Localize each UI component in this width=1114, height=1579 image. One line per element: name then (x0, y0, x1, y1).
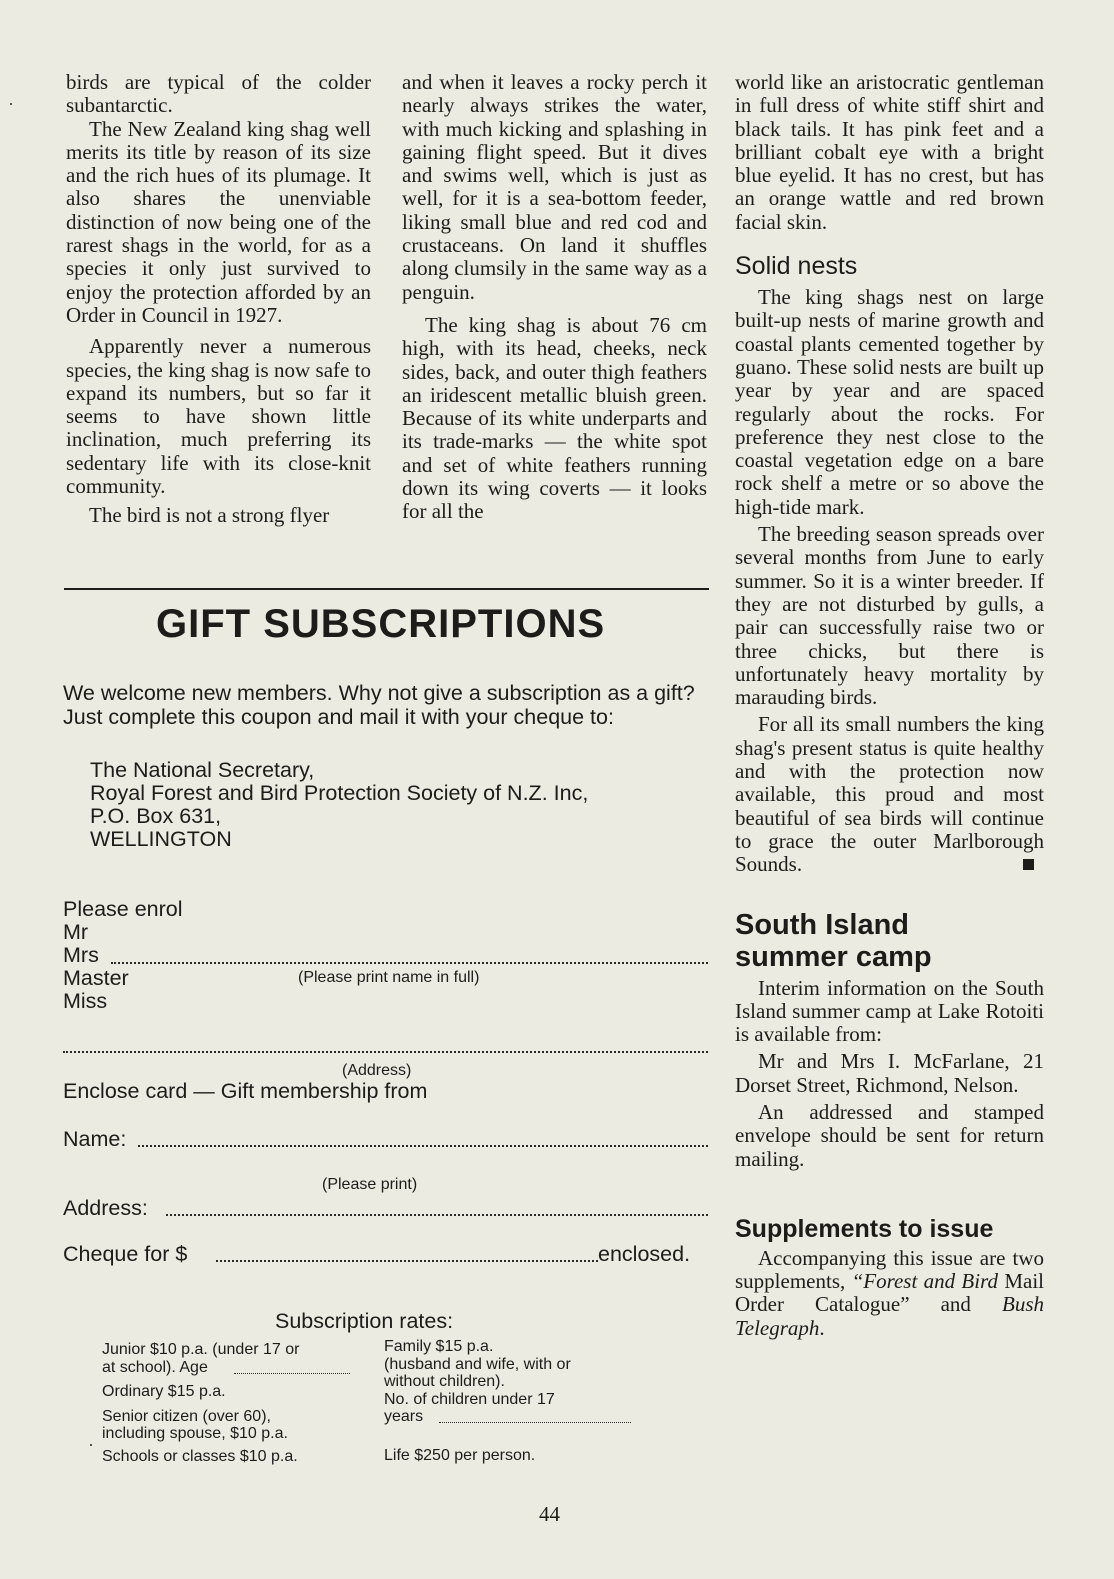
article-paragraph: and when it leaves a rocky perch it nearly always strikes the water, with much kicking and splashing in gaining flight speed. But it dives and swims well, which is just as well, for it is a sea-bottom feeder, liking small blue and red cod and crustaceans. On land it shuffles along clumsily in the same way as a penguin. (402, 70, 707, 304)
children-count-field[interactable] (439, 1422, 631, 1423)
article-paragraph (735, 713, 1044, 876)
cheque-label: Cheque for $ (63, 1242, 188, 1266)
rates-title: Subscription rates: (275, 1309, 454, 1333)
enclose-card-label: Enclose card — Gift membership from (63, 1079, 428, 1103)
section-heading-summer-camp (735, 909, 1044, 973)
member-name-field[interactable] (111, 962, 708, 964)
article-paragraph (735, 1247, 1044, 1340)
article-column-1 (66, 71, 371, 528)
article-paragraph: The bird is not a strong flyer (89, 503, 330, 528)
rate-item-age (102, 1359, 354, 1377)
giver-name-field[interactable] (138, 1145, 708, 1147)
please-enrol-label: Please enrol (63, 897, 183, 921)
rate-item: without children). (384, 1373, 505, 1390)
giver-address-field[interactable] (166, 1214, 708, 1216)
title-option-master[interactable]: Master (63, 966, 129, 990)
coupon-intro: We welcome new members. Why not give a subscription as a gift? Just complete this coupon and mail it with your cheque to: (63, 681, 695, 729)
rates-left-column (102, 1341, 354, 1465)
article-paragraph: Interim information on the South Island summer camp at Lake Rotoiti is available from: (735, 975, 1044, 1047)
rate-item: including spouse, $10 p.a. (102, 1425, 288, 1442)
publication-title: “Forest and Bird (851, 1269, 998, 1294)
address-hint: (Address) (342, 1062, 412, 1079)
section-heading-supplements: Supplements to issue (735, 1214, 994, 1243)
publication-title: Bush Telegraph (735, 1292, 1044, 1340)
scan-speck (90, 1444, 92, 1446)
end-mark-icon (1023, 859, 1034, 870)
article-paragraph: world like an aristocratic gentleman in full dress of white stiff shirt and black tails. It has pink feet and a brilliant cobalt eye with a bright blue eyelid. It has no crest, but has an orange wattle and red brown facial skin. (735, 70, 1044, 234)
article-paragraph: An addressed and stamped envelope should be sent for return mailing. (735, 1099, 1044, 1171)
article-paragraph: The breeding season spreads over several months from June to early summer. So it is a winter breeder. If they are not disturbed by gulls, a pair can successfully raise two or three chicks, but there is unfortunately heavy mortality by marauding birds. (735, 522, 1044, 710)
member-address-field[interactable] (63, 1051, 708, 1053)
rate-item: at school). Age (102, 1358, 208, 1376)
section-heading-solid-nests: Solid nests (735, 252, 858, 281)
address-line: P.O. Box 631, (90, 804, 222, 828)
please-print-hint: (Please print) (322, 1176, 418, 1193)
article-paragraph: The king shags nest on large built-up nests of marine growth and coastal plants cemented together by guano. These solid nests are built up year by year and are spaced regularly about the rocks. For preference they nest close to the coastal vegetation edge on a bare rock shelf a metre or so above the high-tide mark. (735, 285, 1044, 519)
title-option-mr[interactable]: Mr (63, 920, 89, 944)
heading-line: summer camp (735, 940, 932, 973)
enclosed-label: enclosed. (598, 1242, 691, 1266)
section-divider (64, 588, 709, 590)
address-label: Address: (63, 1196, 148, 1220)
address-line: Royal Forest and Bird Protection Society of N.Z. Inc, (90, 781, 589, 805)
rate-item: years (384, 1408, 424, 1425)
article-column-2 (402, 71, 707, 524)
page-number: 44 (539, 1502, 560, 1526)
address-line: WELLINGTON (90, 827, 232, 851)
rate-item: Schools or classes $10 p.a. (102, 1447, 298, 1465)
cheque-amount-field[interactable] (216, 1260, 598, 1262)
article-text: . (819, 1315, 825, 1340)
rate-item: Family $15 p.a. (384, 1338, 494, 1355)
age-field[interactable] (234, 1373, 350, 1374)
rate-item: Life $250 per person. (384, 1446, 536, 1464)
rate-item: Junior $10 p.a. (under 17 or (102, 1341, 300, 1358)
article-paragraph: Mr and Mrs I. McFarlane, 21 Dorset Street, Richmond, Nelson. (735, 1049, 1044, 1097)
article-paragraph: birds are typical of the colder subantarctic. (66, 70, 371, 118)
rate-item: No. of children under 17 (384, 1390, 555, 1408)
scan-speck (10, 103, 12, 105)
rates-right-column (384, 1338, 634, 1464)
name-label: Name: (63, 1127, 127, 1151)
rate-item: Senior citizen (over 60), (102, 1407, 271, 1425)
print-name-hint: (Please print name in full) (298, 969, 480, 986)
mailing-address (90, 759, 588, 851)
article-paragraph: Apparently never a numerous species, the king shag is now safe to expand its numbers, but so far it seems to have shown little inclination, much preferring its sedentary life with its close-knit community. (66, 334, 371, 499)
rate-item: Ordinary $15 p.a. (102, 1383, 226, 1400)
article-text: Accompanying this issue are two supplements, (735, 1245, 1044, 1294)
title-option-miss[interactable]: Miss (63, 989, 108, 1013)
article-paragraph: The New Zealand king shag well merits its title by reason of its size and the rich hues of its plumage. It also shares the unenviable distinction of now being one of the rarest shags in the world, for as a species it only just survived to enjoy the protection afforded by an Order in Council in 1927. (66, 116, 371, 327)
article-text: Mail Order Catalogue” and (735, 1269, 1044, 1317)
article-text: For all its small numbers the king shag's present status is quite healthy and with the protection now available, this proud and most beautiful of sea birds will continue to grace the outer Marlborough Sounds. (735, 712, 1044, 877)
article-paragraph: The king shag is about 76 cm high, with its head, cheeks, neck sides, back, and outer thigh feathers an iridescent metallic bluish green. Because of its white underparts and its trade-marks — the white spot and set of white feathers running down its wing coverts — it looks for all the (402, 312, 707, 524)
article-column-3 (735, 71, 1044, 1340)
rate-item-years (384, 1408, 634, 1426)
rate-item: (husband and wife, with or (384, 1355, 571, 1373)
address-line: The National Secretary, (90, 758, 315, 782)
heading-line: South Island (735, 908, 909, 941)
title-option-mrs[interactable]: Mrs (63, 943, 99, 967)
coupon-title: GIFT SUBSCRIPTIONS (156, 602, 606, 646)
